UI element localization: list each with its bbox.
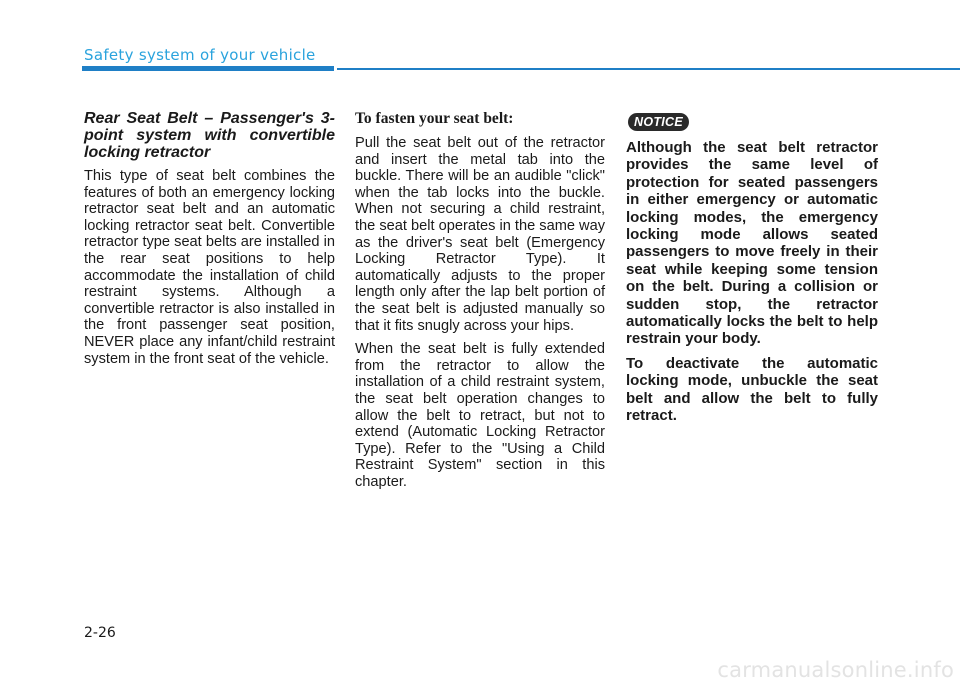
column-right-notice	[626, 139, 878, 432]
section-title: Safety system of your vehicle	[84, 46, 316, 64]
notice-paragraph: Although the seat belt retractor provides the same level of protection for seated passengers in either emergency or automatic locking modes, the emergency locking mode allows seated passengers to move freely in their seat while keeping some tension on the belt. During a collision or sudden stop, the retractor automatically locks the belt to help restrain your body.	[626, 139, 878, 348]
body-paragraph: Pull the seat belt out of the retractor and insert the metal tab into the buckle. There will be an audible "click" when the tab locks into the buckle. When not securing a child restraint, the seat belt operates in the same way as the driver's seat belt (Emergency Locking Retractor Type). It automatically adjusts to the proper length only after the lap belt portion of the seat belt is adjusted manually so that it fits snugly across your hips.	[355, 135, 605, 334]
column-middle	[355, 110, 605, 497]
notice-badge: NOTICE	[628, 113, 689, 131]
instruction-heading: To fasten your seat belt:	[355, 110, 514, 127]
header-rule-accent	[82, 66, 334, 71]
notice-paragraph: To deactivate the automatic locking mode, unbuckle the seat belt and allow the belt to fully retract.	[626, 354, 878, 425]
body-paragraph: When the seat belt is fully extended from the retractor to allow the installation of a child restraint system, the seat belt operation changes to allow the belt to retract, but not to extend (Automatic Locking Retractor Type). Refer to the "Using a Child Restraint System" section in this chapter.	[355, 341, 605, 490]
subsection-heading: Rear Seat Belt – Passenger's 3-point system with convertible locking retractor	[84, 110, 335, 161]
column-left	[84, 110, 335, 374]
page-number: 2-26	[84, 625, 116, 641]
watermark-text: carmanualsonline.info	[717, 658, 954, 682]
body-paragraph: This type of seat belt combines the features of both an emergency locking retractor seat belt and an automatic locking retractor seat belt. Convertible retractor type seat belts are installed in the rear seat positions to help accommodate the installation of child restraint systems. Although a convertible retractor is also installed in the front passenger seat position, NEVER place any infant/child restraint system in the front seat of the vehicle.	[84, 168, 335, 367]
header-rule	[337, 68, 960, 70]
